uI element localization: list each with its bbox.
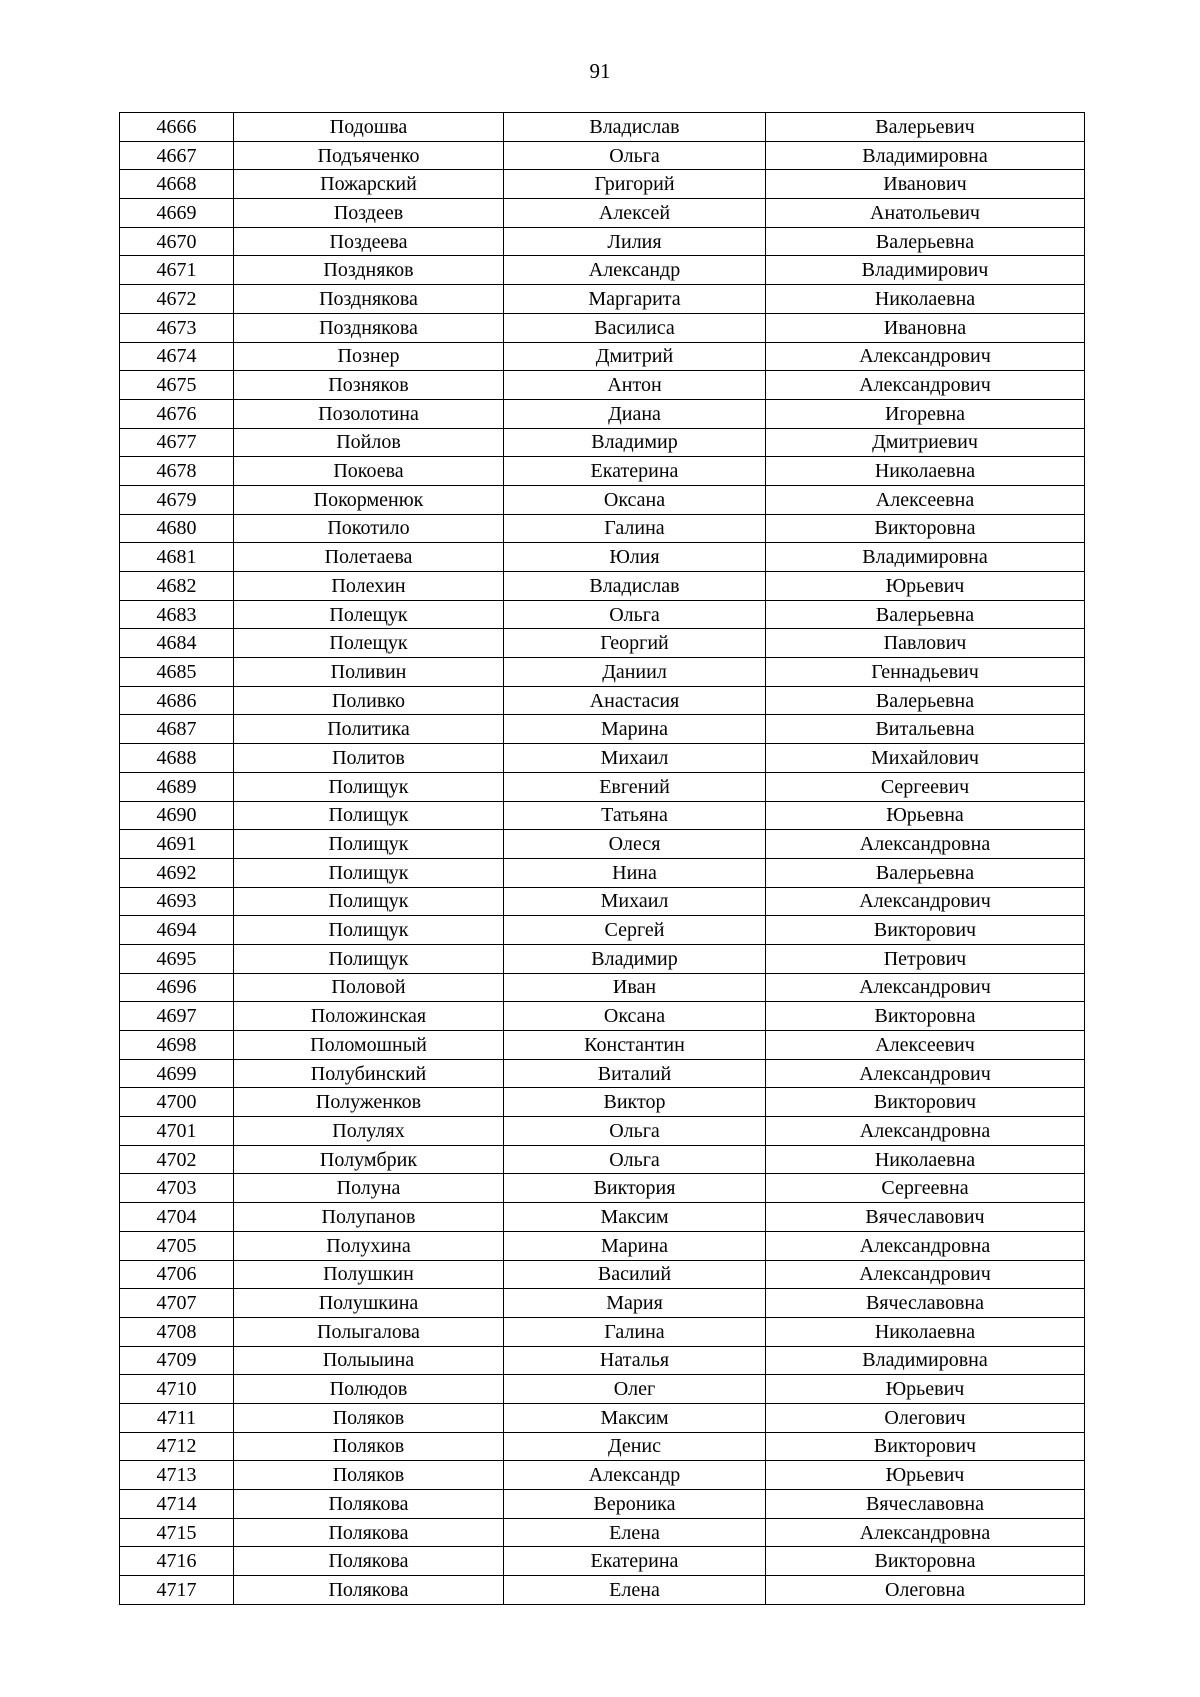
table-row: [120, 686, 1085, 715]
patronymic-cell: Валерьевич: [766, 113, 1085, 142]
table-row: [120, 485, 1085, 514]
first-name-cell: Екатерина: [504, 457, 766, 486]
patronymic-cell: Сергеевна: [766, 1174, 1085, 1203]
surname-cell: Покотило: [234, 514, 504, 543]
patronymic-cell: Юрьевна: [766, 801, 1085, 830]
table-row: [120, 772, 1085, 801]
patronymic-cell: Викторович: [766, 1432, 1085, 1461]
first-name-cell: Василий: [504, 1260, 766, 1289]
surname-cell: Поляков: [234, 1461, 504, 1490]
surname-cell: Полякова: [234, 1490, 504, 1519]
surname-cell: Поляков: [234, 1403, 504, 1432]
table-row: [120, 227, 1085, 256]
surname-cell: Полушкина: [234, 1289, 504, 1318]
row-number-cell: 4715: [120, 1518, 234, 1547]
row-number-cell: 4695: [120, 944, 234, 973]
first-name-cell: Владимир: [504, 428, 766, 457]
patronymic-cell: Вячеславовна: [766, 1289, 1085, 1318]
patronymic-cell: Николаевна: [766, 457, 1085, 486]
surname-cell: Полищук: [234, 830, 504, 859]
patronymic-cell: Владимировна: [766, 141, 1085, 170]
row-number-cell: 4686: [120, 686, 234, 715]
surname-cell: Полякова: [234, 1576, 504, 1605]
patronymic-cell: Александровна: [766, 1518, 1085, 1547]
table-row: [120, 1002, 1085, 1031]
patronymic-cell: Владимирович: [766, 256, 1085, 285]
table-row: [120, 600, 1085, 629]
surname-cell: Полищук: [234, 858, 504, 887]
patronymic-cell: Александрович: [766, 887, 1085, 916]
patronymic-cell: Николаевна: [766, 1145, 1085, 1174]
table-row: [120, 457, 1085, 486]
first-name-cell: Виктор: [504, 1088, 766, 1117]
row-number-cell: 4668: [120, 170, 234, 199]
table-row: [120, 113, 1085, 142]
table-row: [120, 1490, 1085, 1519]
patronymic-cell: Валерьевна: [766, 600, 1085, 629]
patronymic-cell: Викторович: [766, 916, 1085, 945]
first-name-cell: Михаил: [504, 887, 766, 916]
first-name-cell: Ольга: [504, 600, 766, 629]
patronymic-cell: Александрович: [766, 342, 1085, 371]
row-number-cell: 4714: [120, 1490, 234, 1519]
table-row: [120, 514, 1085, 543]
surname-cell: Поляков: [234, 1432, 504, 1461]
patronymic-cell: Павлович: [766, 629, 1085, 658]
surname-cell: Полюдов: [234, 1375, 504, 1404]
surname-cell: Покоева: [234, 457, 504, 486]
table-row: [120, 801, 1085, 830]
surname-cell: Позднякова: [234, 313, 504, 342]
surname-cell: Покорменюк: [234, 485, 504, 514]
row-number-cell: 4709: [120, 1346, 234, 1375]
first-name-cell: Сергей: [504, 916, 766, 945]
patronymic-cell: Ивановна: [766, 313, 1085, 342]
surname-cell: Полушкин: [234, 1260, 504, 1289]
patronymic-cell: Александрович: [766, 973, 1085, 1002]
surname-cell: Полищук: [234, 887, 504, 916]
patronymic-cell: Викторовна: [766, 1002, 1085, 1031]
row-number-cell: 4669: [120, 199, 234, 228]
row-number-cell: 4705: [120, 1231, 234, 1260]
first-name-cell: Денис: [504, 1432, 766, 1461]
table-row: [120, 715, 1085, 744]
patronymic-cell: Анатольевич: [766, 199, 1085, 228]
row-number-cell: 4706: [120, 1260, 234, 1289]
patronymic-cell: Витальевна: [766, 715, 1085, 744]
table-row: [120, 858, 1085, 887]
patronymic-cell: Владимировна: [766, 1346, 1085, 1375]
row-number-cell: 4703: [120, 1174, 234, 1203]
table-row: [120, 1289, 1085, 1318]
first-name-cell: Александр: [504, 256, 766, 285]
patronymic-cell: Петрович: [766, 944, 1085, 973]
patronymic-cell: Александрович: [766, 1059, 1085, 1088]
table-row: [120, 1518, 1085, 1547]
patronymic-cell: Юрьевич: [766, 1375, 1085, 1404]
patronymic-cell: Александрович: [766, 371, 1085, 400]
row-number-cell: 4677: [120, 428, 234, 457]
patronymic-cell: Александровна: [766, 1231, 1085, 1260]
surname-cell: Поздеева: [234, 227, 504, 256]
first-name-cell: Олег: [504, 1375, 766, 1404]
first-name-cell: Ольга: [504, 1117, 766, 1146]
first-name-cell: Василиса: [504, 313, 766, 342]
patronymic-cell: Олегович: [766, 1403, 1085, 1432]
first-name-cell: Галина: [504, 1317, 766, 1346]
surname-cell: Поломошный: [234, 1031, 504, 1060]
row-number-cell: 4679: [120, 485, 234, 514]
patronymic-cell: Михайлович: [766, 744, 1085, 773]
surname-cell: Полищук: [234, 944, 504, 973]
patronymic-cell: Александровна: [766, 1117, 1085, 1146]
surname-cell: Поздняков: [234, 256, 504, 285]
table-row: [120, 1576, 1085, 1605]
table-row: [120, 543, 1085, 572]
row-number-cell: 4694: [120, 916, 234, 945]
surname-cell: Пожарский: [234, 170, 504, 199]
patronymic-cell: Юрьевич: [766, 1461, 1085, 1490]
row-number-cell: 4702: [120, 1145, 234, 1174]
first-name-cell: Григорий: [504, 170, 766, 199]
surname-cell: Половой: [234, 973, 504, 1002]
first-name-cell: Даниил: [504, 658, 766, 687]
table-row: [120, 1145, 1085, 1174]
first-name-cell: Елена: [504, 1576, 766, 1605]
table-row: [120, 1260, 1085, 1289]
surname-cell: Пойлов: [234, 428, 504, 457]
first-name-cell: Елена: [504, 1518, 766, 1547]
surname-cell: Полехин: [234, 572, 504, 601]
row-number-cell: 4671: [120, 256, 234, 285]
row-number-cell: 4682: [120, 572, 234, 601]
patronymic-cell: Викторовна: [766, 514, 1085, 543]
surname-cell: Позняков: [234, 371, 504, 400]
first-name-cell: Максим: [504, 1203, 766, 1232]
row-number-cell: 4693: [120, 887, 234, 916]
surname-cell: Полищук: [234, 801, 504, 830]
table-row: [120, 572, 1085, 601]
first-name-cell: Татьяна: [504, 801, 766, 830]
table-row: [120, 944, 1085, 973]
table-row: [120, 428, 1085, 457]
first-name-cell: Ольга: [504, 141, 766, 170]
first-name-cell: Екатерина: [504, 1547, 766, 1576]
row-number-cell: 4716: [120, 1547, 234, 1576]
table-row: [120, 1117, 1085, 1146]
patronymic-cell: Николаевна: [766, 285, 1085, 314]
patronymic-cell: Николаевна: [766, 1317, 1085, 1346]
patronymic-cell: Александровна: [766, 830, 1085, 859]
table-row: [120, 1547, 1085, 1576]
patronymic-cell: Алексеевич: [766, 1031, 1085, 1060]
first-name-cell: Оксана: [504, 1002, 766, 1031]
first-name-cell: Виталий: [504, 1059, 766, 1088]
row-number-cell: 4678: [120, 457, 234, 486]
table-row: [120, 744, 1085, 773]
patronymic-cell: Вячеславович: [766, 1203, 1085, 1232]
surname-cell: Полумбрик: [234, 1145, 504, 1174]
table-row: [120, 1346, 1085, 1375]
patronymic-cell: Игоревна: [766, 399, 1085, 428]
table-row: [120, 830, 1085, 859]
surname-cell: Политов: [234, 744, 504, 773]
row-number-cell: 4687: [120, 715, 234, 744]
row-number-cell: 4684: [120, 629, 234, 658]
first-name-cell: Константин: [504, 1031, 766, 1060]
first-name-cell: Анастасия: [504, 686, 766, 715]
patronymic-cell: Валерьевна: [766, 686, 1085, 715]
patronymic-cell: Иванович: [766, 170, 1085, 199]
surname-cell: Подошва: [234, 113, 504, 142]
first-name-cell: Владислав: [504, 113, 766, 142]
table-row: [120, 285, 1085, 314]
table-row: [120, 973, 1085, 1002]
table-row: [120, 1461, 1085, 1490]
table-row: [120, 1317, 1085, 1346]
row-number-cell: 4699: [120, 1059, 234, 1088]
surname-cell: Полещук: [234, 600, 504, 629]
surname-cell: Полякова: [234, 1547, 504, 1576]
surname-cell: Познер: [234, 342, 504, 371]
table-row: [120, 170, 1085, 199]
first-name-cell: Евгений: [504, 772, 766, 801]
row-number-cell: 4689: [120, 772, 234, 801]
row-number-cell: 4698: [120, 1031, 234, 1060]
row-number-cell: 4681: [120, 543, 234, 572]
patronymic-cell: Владимировна: [766, 543, 1085, 572]
row-number-cell: 4674: [120, 342, 234, 371]
surname-cell: Полуна: [234, 1174, 504, 1203]
table-row: [120, 256, 1085, 285]
first-name-cell: Лилия: [504, 227, 766, 256]
first-name-cell: Александр: [504, 1461, 766, 1490]
first-name-cell: Оксана: [504, 485, 766, 514]
row-number-cell: 4676: [120, 399, 234, 428]
first-name-cell: Алексей: [504, 199, 766, 228]
first-name-cell: Диана: [504, 399, 766, 428]
table-row: [120, 1088, 1085, 1117]
table-row: [120, 1432, 1085, 1461]
first-name-cell: Михаил: [504, 744, 766, 773]
first-name-cell: Виктория: [504, 1174, 766, 1203]
patronymic-cell: Александрович: [766, 1260, 1085, 1289]
surname-cell: Поливко: [234, 686, 504, 715]
table-row: [120, 658, 1085, 687]
patronymic-cell: Валерьевна: [766, 858, 1085, 887]
table-row: [120, 1031, 1085, 1060]
row-number-cell: 4680: [120, 514, 234, 543]
name-table-body: [120, 113, 1085, 1605]
table-row: [120, 342, 1085, 371]
first-name-cell: Владислав: [504, 572, 766, 601]
name-table: [119, 112, 1085, 1605]
first-name-cell: Марина: [504, 1231, 766, 1260]
table-row: [120, 199, 1085, 228]
table-row: [120, 399, 1085, 428]
row-number-cell: 4675: [120, 371, 234, 400]
first-name-cell: Антон: [504, 371, 766, 400]
surname-cell: Подъяченко: [234, 141, 504, 170]
surname-cell: Полякова: [234, 1518, 504, 1547]
table-row: [120, 1231, 1085, 1260]
patronymic-cell: Викторович: [766, 1088, 1085, 1117]
first-name-cell: Маргарита: [504, 285, 766, 314]
patronymic-cell: Сергеевич: [766, 772, 1085, 801]
patronymic-cell: Дмитриевич: [766, 428, 1085, 457]
patronymic-cell: Олеговна: [766, 1576, 1085, 1605]
first-name-cell: Олеся: [504, 830, 766, 859]
table-row: [120, 887, 1085, 916]
row-number-cell: 4710: [120, 1375, 234, 1404]
row-number-cell: 4688: [120, 744, 234, 773]
row-number-cell: 4673: [120, 313, 234, 342]
row-number-cell: 4670: [120, 227, 234, 256]
surname-cell: Позднякова: [234, 285, 504, 314]
patronymic-cell: Вячеславовна: [766, 1490, 1085, 1519]
first-name-cell: Иван: [504, 973, 766, 1002]
surname-cell: Полулях: [234, 1117, 504, 1146]
table-row: [120, 1059, 1085, 1088]
patronymic-cell: Геннадьевич: [766, 658, 1085, 687]
row-number-cell: 4701: [120, 1117, 234, 1146]
row-number-cell: 4690: [120, 801, 234, 830]
patronymic-cell: Валерьевна: [766, 227, 1085, 256]
surname-cell: Полыгалова: [234, 1317, 504, 1346]
row-number-cell: 4713: [120, 1461, 234, 1490]
row-number-cell: 4667: [120, 141, 234, 170]
first-name-cell: Галина: [504, 514, 766, 543]
row-number-cell: 4711: [120, 1403, 234, 1432]
first-name-cell: Владимир: [504, 944, 766, 973]
surname-cell: Полуженков: [234, 1088, 504, 1117]
row-number-cell: 4683: [120, 600, 234, 629]
row-number-cell: 4700: [120, 1088, 234, 1117]
first-name-cell: Юлия: [504, 543, 766, 572]
surname-cell: Полищук: [234, 772, 504, 801]
row-number-cell: 4666: [120, 113, 234, 142]
surname-cell: Полухина: [234, 1231, 504, 1260]
table-row: [120, 1174, 1085, 1203]
first-name-cell: Ольга: [504, 1145, 766, 1174]
row-number-cell: 4696: [120, 973, 234, 1002]
surname-cell: Политика: [234, 715, 504, 744]
surname-cell: Поливин: [234, 658, 504, 687]
table-row: [120, 1403, 1085, 1432]
surname-cell: Полыыина: [234, 1346, 504, 1375]
table-row: [120, 629, 1085, 658]
table-row: [120, 1203, 1085, 1232]
row-number-cell: 4672: [120, 285, 234, 314]
table-row: [120, 371, 1085, 400]
first-name-cell: Дмитрий: [504, 342, 766, 371]
row-number-cell: 4707: [120, 1289, 234, 1318]
page-number: 91: [589, 59, 611, 83]
first-name-cell: Наталья: [504, 1346, 766, 1375]
table-row: [120, 1375, 1085, 1404]
surname-cell: Положинская: [234, 1002, 504, 1031]
table-row: [120, 141, 1085, 170]
first-name-cell: Вероника: [504, 1490, 766, 1519]
first-name-cell: Георгий: [504, 629, 766, 658]
row-number-cell: 4697: [120, 1002, 234, 1031]
row-number-cell: 4712: [120, 1432, 234, 1461]
surname-cell: Полубинский: [234, 1059, 504, 1088]
surname-cell: Позолотина: [234, 399, 504, 428]
row-number-cell: 4708: [120, 1317, 234, 1346]
row-number-cell: 4717: [120, 1576, 234, 1605]
row-number-cell: 4704: [120, 1203, 234, 1232]
first-name-cell: Нина: [504, 858, 766, 887]
patronymic-cell: Алексеевна: [766, 485, 1085, 514]
first-name-cell: Максим: [504, 1403, 766, 1432]
surname-cell: Полищук: [234, 916, 504, 945]
first-name-cell: Мария: [504, 1289, 766, 1318]
first-name-cell: Марина: [504, 715, 766, 744]
patronymic-cell: Викторовна: [766, 1547, 1085, 1576]
row-number-cell: 4691: [120, 830, 234, 859]
surname-cell: Полещук: [234, 629, 504, 658]
table-row: [120, 313, 1085, 342]
row-number-cell: 4692: [120, 858, 234, 887]
patronymic-cell: Юрьевич: [766, 572, 1085, 601]
surname-cell: Полетаева: [234, 543, 504, 572]
row-number-cell: 4685: [120, 658, 234, 687]
surname-cell: Поздеев: [234, 199, 504, 228]
surname-cell: Полупанов: [234, 1203, 504, 1232]
table-row: [120, 916, 1085, 945]
